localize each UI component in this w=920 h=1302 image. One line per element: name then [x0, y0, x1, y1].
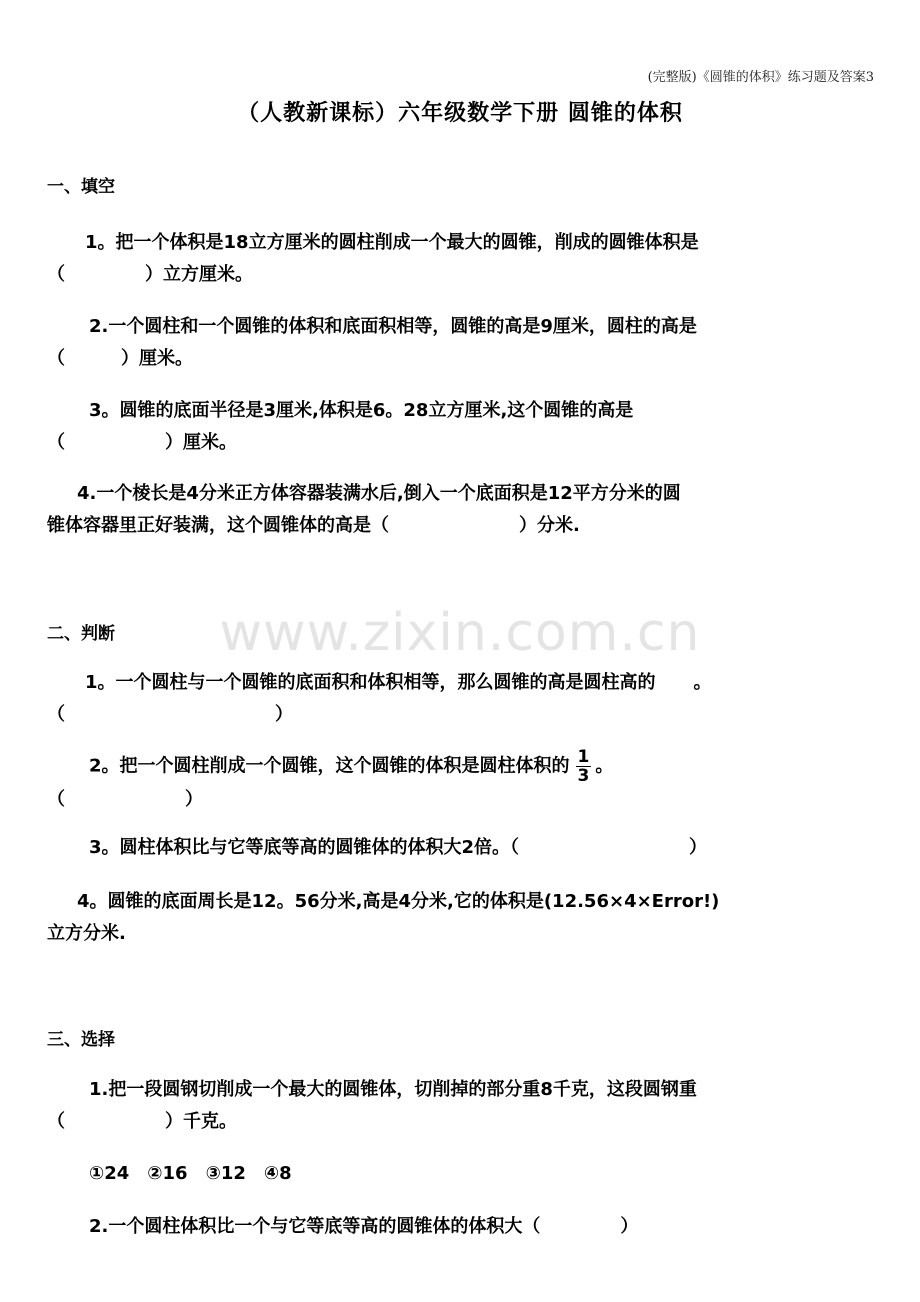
judge-q1-period: 。 [693, 672, 712, 693]
option-4[interactable]: ④8 [263, 1163, 292, 1184]
fill-q3-text: 3。圆锥的底面半径是3厘米,体积是6。28立方厘米,这个圆锥的高是 [89, 400, 634, 421]
judge-q1-text-line [47, 667, 879, 699]
judge-q1-close-paren: ） [275, 704, 293, 725]
judge-q4-text-2: 立方分米. [47, 923, 126, 944]
choice-q1-answer-line [47, 1106, 879, 1138]
section-judge-title: 二、判断 [47, 624, 115, 644]
judge-q4-text: 4。圆锥的底面周长是12。56分米,高是4分米,它的体积是(12.56×4×Error!) [77, 891, 720, 912]
section-choice-title: 三、选择 [47, 1030, 115, 1050]
judge-q3-text: 3。圆柱体积比与它等底等高的圆锥体的体积大2倍。（ [89, 837, 520, 858]
judge-q3-text-line [47, 832, 879, 864]
judge-q2-answer-line [47, 784, 879, 816]
fill-q1-open-paren: （ [47, 264, 65, 285]
choice-q2-text: 2.一个圆柱体积比一个与它等底等高的圆锥体的体积大（ [89, 1216, 541, 1237]
fill-q2-suffix: ）厘米。 [121, 348, 193, 369]
fill-q4-answer-line [47, 510, 879, 542]
fill-q3-suffix: ）厘米。 [165, 432, 237, 453]
fill-q2-open-paren: （ [47, 348, 65, 369]
judge-q3-close-paren: ） [689, 837, 708, 858]
choice-q1-options [47, 1158, 879, 1190]
judge-q2-text-line [47, 748, 879, 784]
judge-question-3 [47, 832, 879, 864]
fill-question-2 [47, 311, 879, 375]
choice-q2-close-paren: ） [620, 1216, 639, 1237]
fill-q2-text: 2.一个圆柱和一个圆锥的体积和底面积相等，圆锥的高是9厘米，圆柱的高是 [89, 316, 697, 337]
judge-q1-open-paren: （ [47, 704, 65, 725]
fill-q1-answer-line [47, 259, 879, 291]
option-1[interactable]: ①24 [89, 1163, 130, 1184]
judge-question-2 [47, 748, 879, 816]
choice-question-2 [47, 1211, 879, 1243]
judge-question-4 [47, 886, 879, 950]
choice-question-1 [47, 1074, 879, 1138]
fill-q2-answer-line [47, 343, 879, 375]
fill-question-4 [47, 478, 879, 542]
fill-q3-answer-line [47, 427, 879, 459]
watermark: www.zixin.com.cn [219, 603, 701, 663]
choice-q1-suffix: ）千克。 [165, 1111, 237, 1132]
option-2[interactable]: ②16 [147, 1163, 188, 1184]
choice-q2-text-line [47, 1211, 879, 1243]
page-title: （人教新课标）六年级数学下册 圆锥的体积 [237, 101, 683, 126]
fill-q3-open-paren: （ [47, 432, 65, 453]
fill-question-1 [47, 227, 879, 291]
fraction-one-third [576, 748, 592, 785]
fraction-denominator: 3 [577, 766, 590, 786]
fill-q4-suffix: ）分米. [519, 515, 580, 536]
fill-q1-suffix: ）立方厘米。 [145, 264, 253, 285]
choice-q1-text: 1.把一段圆钢切削成一个最大的圆锥体，切削掉的部分重8千克，这段圆钢重 [89, 1079, 697, 1100]
section-fill-title: 一、填空 [47, 177, 115, 197]
header-note: (完整版)《圆锥的体积》练习题及答案3 [647, 70, 874, 85]
judge-q2-open-paren: （ [47, 789, 65, 810]
judge-q2-close-paren: ） [185, 789, 203, 810]
judge-q1-text: 1。一个圆柱与一个圆锥的底面积和体积相等，那么圆锥的高是圆柱高的 [85, 672, 656, 693]
fraction-numerator: 1 [577, 747, 590, 767]
judge-q2-text: 2。把一个圆柱削成一个圆锥，这个圆锥的体积是圆柱体积的 [89, 755, 570, 777]
choice-q1-open-paren: （ [47, 1111, 65, 1132]
judge-q1-answer-line [47, 699, 879, 731]
option-3[interactable]: ③12 [205, 1163, 246, 1184]
fill-q4-text: 4.一个棱长是4分米正方体容器装满水后,倒入一个底面积是12平方分米的圆 [77, 483, 681, 504]
fill-q4-text-2: 锥体容器里正好装满，这个圆锥体的高是（ [47, 515, 389, 536]
fill-question-3 [47, 395, 879, 459]
fill-q1-text: 1。把一个体积是18立方厘米的圆柱削成一个最大的圆锥，削成的圆锥体积是 [85, 232, 699, 253]
judge-question-1 [47, 667, 879, 731]
judge-q2-period: 。 [595, 755, 614, 777]
